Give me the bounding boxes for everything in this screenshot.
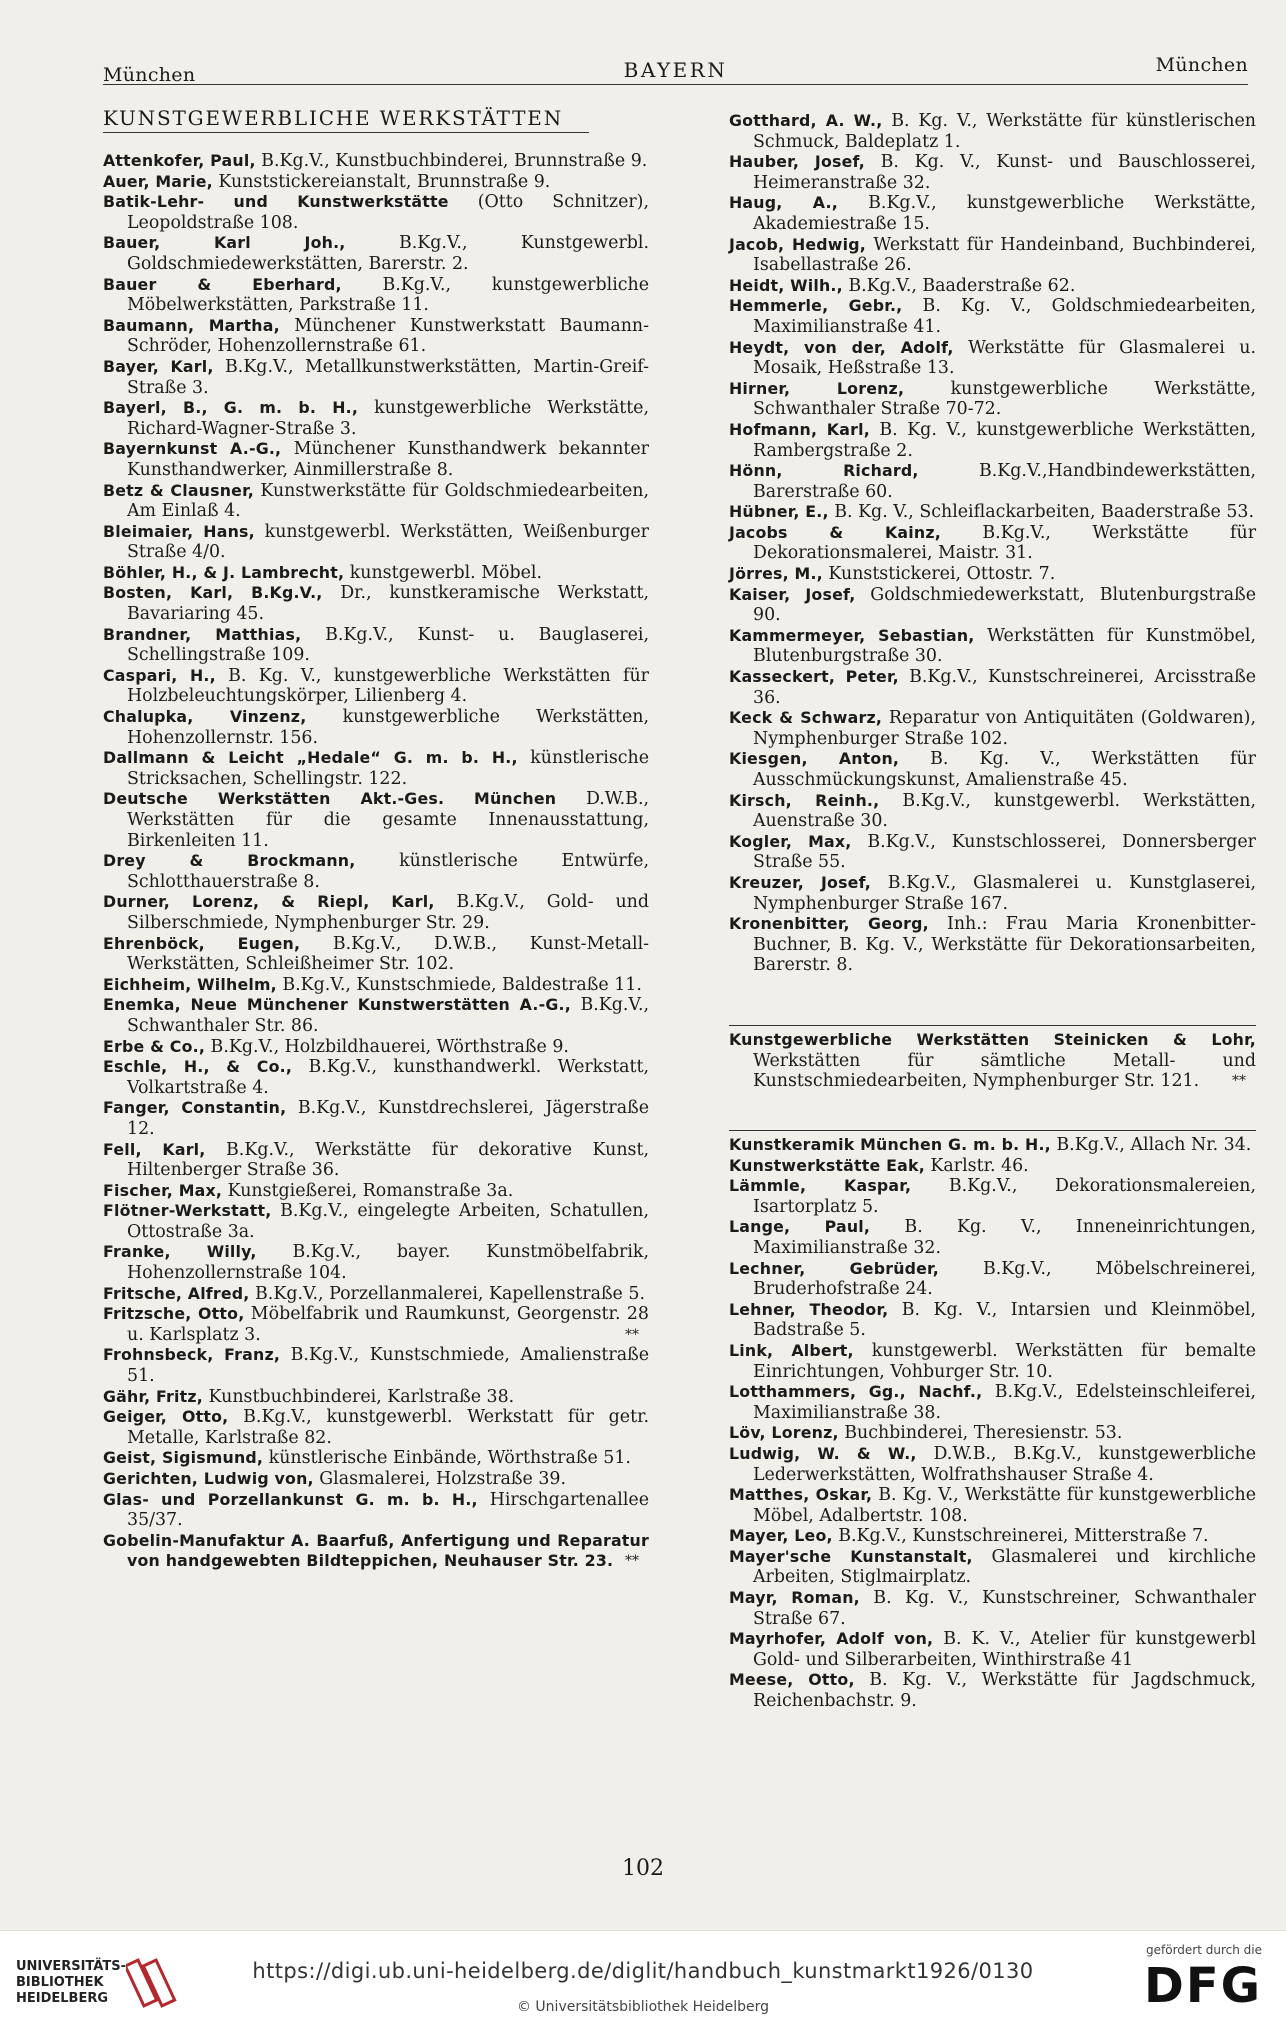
directory-entry <box>103 789 649 851</box>
directory-entry <box>729 461 1256 502</box>
entry-details: B. Kg. V., kunstgewerbliche Werkstätten für Holzbeleuchtungskörper, Lilienberg 4. <box>127 665 649 707</box>
entry-details: künstlerische Einbände, Wörthstraße 51. <box>263 1448 631 1469</box>
directory-entry <box>729 1670 1256 1711</box>
entry-details: Karlstr. 46. <box>924 1155 1029 1176</box>
running-head-center: BAYERN <box>623 58 728 82</box>
entry-firm-name: Hofmann, Karl, <box>729 419 870 439</box>
directory-entry <box>729 1341 1256 1382</box>
entry-details: B.Kg.V., Werkstätte für Dekorationsmalerei, Maistr. 31. <box>753 522 1257 564</box>
entry-details: Kunstbuchbinderei, Karlstraße 38. <box>202 1386 515 1407</box>
directory-entry <box>103 666 649 707</box>
entry-details: Münchener Kunstwerkstatt Baumann-Schröder, Hohenzollernstraße 61. <box>127 315 650 357</box>
entry-firm-name: Kogler, Max, <box>729 831 852 851</box>
entry-firm-name: Bauer & Eberhard, <box>103 274 342 294</box>
entry-details: B.Kg.V., Porzellanmalerei, Kapellenstraße 5. <box>249 1283 645 1304</box>
entry-firm-name: Kammermeyer, Sebastian, <box>729 625 975 645</box>
entry-firm-name: Kreuzer, Josef, <box>729 872 871 892</box>
entry-firm-name: Haug, A., <box>729 193 838 213</box>
entry-details: Reparatur von Antiquitäten (Goldwaren), Nymphenburger Straße 102. <box>753 708 1256 749</box>
entry-details: B.Kg.V., Kunstschreinerei, Arcisstraße 36. <box>753 667 1256 708</box>
directory-entry <box>729 1382 1256 1423</box>
directory-entry <box>729 1217 1256 1258</box>
directory-entry <box>729 708 1256 749</box>
footer-bar <box>0 1930 1286 2027</box>
entry-firm-name: Lehner, Theodor, <box>729 1299 889 1319</box>
directory-entry <box>103 1201 649 1242</box>
entry-firm-name: Franke, Willy, <box>103 1242 257 1262</box>
right-entry-list-b <box>729 1030 1256 1092</box>
entry-firm-name: Deutsche Werkstätten Akt.-Ges. München <box>103 789 557 809</box>
entry-details: B. Kg. V., Kunst- und Bauschlosserei, Heimeranstraße 32. <box>753 152 1256 193</box>
entry-details: B.Kg.V., Kunstschlosserei, Donnersberger Straße 55. <box>753 831 1256 873</box>
entry-details: kunstgewerbl. Werkstätten, Weißenburger Straße 4/0. <box>127 521 649 563</box>
entry-details: Möbelfabrik und Raumkunst, Georgenstr. 28 u. Karlsplatz 3. <box>127 1304 649 1345</box>
entry-details: B.Kg.V., Baaderstraße 62. <box>842 275 1076 296</box>
entry-firm-name: Caspari, H., <box>103 665 216 685</box>
directory-entry <box>729 1156 1256 1177</box>
directory-entry <box>103 1387 649 1408</box>
entry-details: B. Kg. V., Werkstätten für Ausschmückungskunst, Amalienstraße 45. <box>753 749 1256 790</box>
directory-entry <box>103 316 649 357</box>
entry-firm-name: Batik-Lehr- und Kunstwerkstätte <box>103 192 449 212</box>
directory-entry <box>729 914 1256 976</box>
entry-firm-name: Gähr, Fritz, <box>103 1386 203 1406</box>
entry-details: B.Kg.V., Dekorationsmalereien, Isartorplatz 5. <box>753 1176 1256 1217</box>
directory-entry <box>103 439 649 480</box>
entry-details: Kunstwerkstätte für Goldschmiedearbeiten, Am Einlaß 4. <box>127 480 649 522</box>
entry-firm-name: Ehrenböck, Eugen, <box>103 933 301 953</box>
entry-firm-name: Lange, Paul, <box>729 1217 871 1237</box>
directory-entry <box>729 791 1256 832</box>
entry-firm-name: Fanger, Constantin, <box>103 1098 287 1118</box>
directory-entry <box>729 585 1256 626</box>
entry-details: B.Kg.V., Kunstschmiede, Baldestraße 11. <box>276 974 642 995</box>
entry-firm-name: Frohnsbeck, Franz, <box>103 1345 281 1365</box>
entry-details: Werkstätte für Glasmalerei u. Mosaik, Heßstraße 13. <box>753 337 1256 379</box>
entry-details: B. Kg. V., Kunstschreiner, Schwanthaler Straße 67. <box>753 1588 1256 1629</box>
directory-entry <box>103 1284 649 1305</box>
entry-firm-name: Kronenbitter, Georg, <box>729 914 929 934</box>
entry-firm-name: Lämmle, Kaspar, <box>729 1176 912 1196</box>
entry-details: B.Kg.V.,Handbindewerkstätten, Barerstraße 60. <box>753 461 1256 502</box>
directory-entry <box>103 192 649 233</box>
entry-details: B. Kg. V., Werkstätte für künstlerischen Schmuck, Baldeplatz 1. <box>753 111 1256 152</box>
directory-entry <box>729 1259 1256 1300</box>
directory-entry <box>729 1423 1256 1444</box>
directory-entry <box>103 522 649 563</box>
directory-entry <box>729 564 1256 585</box>
entry-firm-name: Kasseckert, Peter, <box>729 667 899 687</box>
entry-firm-name: Erbe & Co., <box>103 1036 206 1056</box>
entry-details: B.Kg.V., Kunstgewerbl. Goldschmiedewerkstätten, Barerstr. 2. <box>127 233 649 274</box>
entry-firm-name: Jörres, M., <box>729 564 823 584</box>
entry-firm-name: Hübner, E., <box>729 502 829 522</box>
entry-details: Kunstgießerei, Romanstraße 3a. <box>222 1180 514 1201</box>
page-number: 102 <box>622 1856 664 1881</box>
entry-firm-name: Brandner, Matthias, <box>103 624 302 644</box>
entry-firm-name: Geiger, Otto, <box>103 1407 229 1427</box>
entry-firm-name: Kunstgewerbliche Werkstätten Steinicken & Lohr, <box>729 1030 1256 1049</box>
entry-details: B.Kg.V., Kunstbuchbinderei, Brunnstraße 9. <box>255 151 648 171</box>
entry-firm-name: Böhler, H., & J. Lambrecht, <box>103 562 345 582</box>
right-entry-list-c <box>729 1135 1256 1712</box>
directory-entry <box>103 357 649 398</box>
entry-firm-name: Fischer, Max, <box>103 1180 223 1200</box>
entry-firm-name: Durner, Lorenz, & Riepl, Karl, <box>103 892 435 912</box>
entry-details: B.Kg.V., bayer. Kunstmöbelfabrik, Hohenzollernstraße 104. <box>127 1242 650 1284</box>
entry-details: B.Kg.V., Kunst- u. Bauglaserei, Schellingstraße 109. <box>127 624 650 666</box>
entry-details: B. Kg. V., kunstgewerbliche Werkstätten, Rambergstraße 2. <box>753 419 1256 461</box>
section-title: KUNSTGEWERBLICHE WERKSTÄTTEN <box>103 106 589 133</box>
directory-entry <box>103 1490 649 1531</box>
entry-details: B. Kg. V., Schleiflackarbeiten, Baaderstraße 53. <box>828 502 1255 523</box>
directory-entry <box>103 1037 649 1058</box>
entry-firm-name: Mayrhofer, Adolf von, <box>729 1629 934 1649</box>
entry-details: B.Kg.V., Möbelschreinerei, Bruderhofstraße 24. <box>753 1258 1256 1300</box>
entry-firm-name: Gobelin-Manufaktur A. Baarfuß, Anfertigung und Reparatur von handgewebten Bildteppichen, Neuhauser Str. 23. <box>103 1530 649 1571</box>
entry-firm-name: Kunstkeramik München G. m. b. H., <box>729 1135 1051 1154</box>
entry-details: kunstgewerbliche Werkstätten, Hohenzollernstr. 156. <box>127 707 649 748</box>
entry-firm-name: Jacob, Hedwig, <box>729 234 866 254</box>
divider-rule <box>729 1130 1256 1131</box>
entry-firm-name: Hauber, Josef, <box>729 152 865 172</box>
left-entry-list <box>103 151 649 1572</box>
directory-entry <box>729 338 1256 379</box>
directory-entry <box>729 832 1256 873</box>
entry-details: Goldschmiedewerkstatt, Blutenburgstraße 90. <box>753 584 1256 626</box>
entry-firm-name: Dallmann & Leicht „Hedale“ G. m. b. H., <box>103 748 518 768</box>
entry-details: B.Kg.V., eingelegte Arbeiten, Schatullen, Ottostraße 3a. <box>127 1201 649 1242</box>
directory-entry <box>103 1407 649 1448</box>
entry-firm-name: Enemka, Neue Münchener Kunstwerstätten A.-G., <box>103 995 571 1015</box>
entry-details: B. K. V., Atelier für kunstgewerbl Gold- und Silberarbeiten, Winthirstraße 41 <box>753 1629 1256 1670</box>
directory-entry <box>729 523 1256 564</box>
directory-entry <box>103 275 649 316</box>
entry-details: B.Kg.V., Glasmalerei u. Kunstglaserei, Nymphenburger Straße 167. <box>753 872 1256 914</box>
directory-entry <box>729 667 1256 708</box>
entry-details: Münchener Kunsthandwerk bekannter Kunsthandwerker, Ainmillerstraße 8. <box>127 439 649 480</box>
entry-details: Glasmalerei, Holzstraße 39. <box>313 1469 567 1489</box>
entry-details: B.Kg.V., kunstgewerbl. Werkstatt für getr. Metalle, Karlstraße 82. <box>127 1407 649 1448</box>
directory-entry <box>103 1345 649 1386</box>
directory-entry <box>103 1448 649 1469</box>
entry-details: (Otto Schnitzer), Leopoldstraße 108. <box>127 192 649 233</box>
entry-firm-name: Heydt, von der, Adolf, <box>729 337 954 357</box>
directory-entry <box>103 1140 649 1181</box>
entry-firm-name: Betz & Clausner, <box>103 480 254 500</box>
directory-entry <box>729 276 1256 297</box>
entry-firm-name: Chalupka, Vinzenz, <box>103 707 307 727</box>
directory-entry: Kunstgewerbliche Werkstätten Steinicken & Lohr, Werkstätten für sämtliche Metall- und Kunstschmiedearbeiten, Nymphenburger Str. 121. ** <box>729 1030 1256 1092</box>
directory-entry <box>729 1547 1256 1588</box>
directory-entry <box>103 748 649 789</box>
directory-entry <box>729 1300 1256 1341</box>
entry-details: kunstgewerbl. Möbel. <box>344 562 543 583</box>
entry-firm-name: Mayer'sche Kunstanstalt, <box>729 1546 973 1566</box>
directory-entry <box>729 1485 1256 1526</box>
entry-details: B.Kg.V., kunstgewerbliche Werkstätte, Akademiestraße 15. <box>753 193 1256 234</box>
running-head-left: München <box>103 64 196 86</box>
entry-firm-name: Matthes, Oskar, <box>729 1485 873 1505</box>
entry-firm-name: Fell, Karl, <box>103 1139 206 1159</box>
directory-entry <box>729 873 1256 914</box>
directory-entry <box>103 975 649 996</box>
entry-firm-name: Kunstwerkstätte Eak, <box>729 1155 925 1175</box>
directory-entry <box>729 111 1256 152</box>
directory-entry <box>103 625 649 666</box>
directory-entry <box>103 892 649 933</box>
divider-rule <box>729 1025 1256 1026</box>
entry-firm-name: Glas- und Porzellankunst G. m. b. H., <box>103 1489 478 1509</box>
entry-details: Werkstätten für sämtliche Metall- und Kunstschmiedearbeiten, Nymphenburger Str. 121. <box>753 1050 1256 1092</box>
entry-firm-name: Lotthammers, Gg., Nachf., <box>729 1382 983 1402</box>
entry-details: Werkstatt für Handeinband, Buchbinderei, Isabellastraße 26. <box>753 234 1257 276</box>
entry-firm-name: Bayer, Karl, <box>103 356 214 376</box>
directory-entry <box>103 995 649 1036</box>
running-head-right: München <box>1155 54 1248 76</box>
entry-details: B.Kg.V., Gold- und Silberschmiede, Nymphenburger Str. 29. <box>127 892 649 933</box>
funding-label: gefördert durch die <box>1146 1943 1262 1957</box>
directory-entry <box>729 1588 1256 1629</box>
directory-entry <box>103 1098 649 1139</box>
directory-entry: Gobelin-Manufaktur A. Baarfuß, Anfertigung und Reparatur von handgewebten Bildteppichen, Neuhauser Str. 23. ** <box>103 1530 649 1571</box>
directory-entry <box>729 193 1256 234</box>
directory-entry <box>729 235 1256 276</box>
entry-details: Kunststickereianstalt, Brunnstraße 9. <box>212 171 551 192</box>
directory-entry <box>103 398 649 439</box>
directory-entry <box>729 626 1256 667</box>
entry-firm-name: Gerichten, Ludwig von, <box>103 1469 314 1488</box>
right-entry-list-a <box>729 111 1256 976</box>
entry-details: D.W.B., Werkstätten für die gesamte Innenausstattung, Birkenleiten 11. <box>127 789 650 851</box>
entry-firm-name: Löv, Lorenz, <box>729 1423 839 1443</box>
entry-firm-name: Kirsch, Reinh., <box>729 790 880 810</box>
entry-firm-name: Kiesgen, Anton, <box>729 749 900 769</box>
directory-entry <box>103 1242 649 1283</box>
entry-firm-name: Gotthard, A. W., <box>729 111 883 130</box>
entry-firm-name: Meese, Otto, <box>729 1670 855 1690</box>
entry-details: B. Kg. V., Werkstätte für Jagdschmuck, Reichenbachstr. 9. <box>753 1670 1256 1712</box>
entry-firm-name: Hemmerle, Gebr., <box>729 296 903 316</box>
entry-firm-name: Fritzsche, Otto, <box>103 1304 245 1324</box>
entry-firm-name: Bosten, Karl, B.Kg.V., <box>103 583 323 603</box>
entry-details: B.Kg.V., Kunstdrechslerei, Jägerstraße 12. <box>127 1098 650 1139</box>
entry-details: B. Kg. V., Intarsien und Kleinmöbel, Badstraße 5. <box>753 1299 1256 1341</box>
entry-firm-name: Hirner, Lorenz, <box>729 378 905 398</box>
entry-firm-name: Heidt, Wilh., <box>729 275 843 295</box>
directory-entry <box>729 1135 1256 1156</box>
directory-entry: Fritzsche, Otto, Möbelfabrik und Raumkunst, Georgenstr. 28 u. Karlsplatz 3. ** <box>103 1304 649 1345</box>
directory-entry <box>103 1181 649 1202</box>
entry-details: kunstgewerbliche Werkstätte, Richard-Wagner-Straße 3. <box>127 398 649 439</box>
entry-firm-name: Baumann, Martha, <box>103 315 280 335</box>
entry-firm-name: Bleimaier, Hans, <box>103 521 255 541</box>
directory-entry <box>729 1176 1256 1217</box>
entry-firm-name: Drey & Brockmann, <box>103 851 356 871</box>
entry-details: B.Kg.V., D.W.B., Kunst-Metall-Werkstätten, Schleißheimer Str. 102. <box>127 933 650 975</box>
entry-firm-name: Hönn, Richard, <box>729 461 919 481</box>
directory-entry <box>103 583 649 624</box>
entry-firm-name: Flötner-Werkstatt, <box>103 1201 272 1221</box>
entry-details: B.Kg.V., Edelsteinschleiferei, Maximilianstraße 38. <box>753 1382 1256 1423</box>
copyright-notice: © Universitätsbibliothek Heidelberg <box>516 1999 769 2015</box>
directory-entry <box>729 379 1256 420</box>
entry-details: B.Kg.V., Holzbildhauerei, Wörthstraße 9. <box>205 1036 569 1057</box>
entry-firm-name: Fritsche, Alfred, <box>103 1283 250 1303</box>
directory-entry <box>103 172 649 193</box>
running-head <box>103 52 1248 85</box>
entry-details: D.W.B., B.Kg.V., kunstgewerbliche Lederwerkstätten, Wolfrathshauser Straße 4. <box>753 1443 1257 1485</box>
directory-entry <box>729 296 1256 337</box>
entry-firm-name: Eschle, H., & Co., <box>103 1057 293 1077</box>
entry-firm-name: Ludwig, W. & W., <box>729 1443 917 1463</box>
entry-firm-name: Mayer, Leo, <box>729 1526 833 1546</box>
entry-firm-name: Geist, Sigismund, <box>103 1448 264 1468</box>
entry-details: Glasmalerei und kirchliche Arbeiten, Stiglmairplatz. <box>753 1546 1257 1588</box>
dfg-logo[interactable]: DFG <box>1143 1958 1262 2014</box>
entry-firm-name: Attenkofer, Paul, <box>103 151 256 170</box>
entry-firm-name: Jacobs & Kainz, <box>729 522 941 542</box>
source-url-link[interactable]: https://digi.ub.uni-heidelberg.de/diglit/handbuch_kunstmarkt1926/0130 <box>252 1959 1034 1983</box>
entry-details: B.Kg.V., kunstgewerbliche Möbelwerkstätten, Parkstraße 11. <box>127 274 649 316</box>
entry-firm-name: Mayr, Roman, <box>729 1588 860 1608</box>
entry-details: B.Kg.V., Werkstätte für dekorative Kunst, Hiltenberger Straße 36. <box>127 1139 649 1181</box>
entry-firm-name: Bayernkunst A.-G., <box>103 439 282 459</box>
entry-details: künstlerische Entwürfe, Schlotthauerstraße 8. <box>127 851 649 892</box>
entry-details: B.Kg.V., kunsthandwerkl. Werkstatt, Volkartstraße 4. <box>127 1057 650 1098</box>
directory-entry <box>729 152 1256 193</box>
entry-firm-name: Bauer, Karl Joh., <box>103 233 346 253</box>
entry-details: B.Kg.V., Schwanthaler Str. 86. <box>127 995 649 1036</box>
entry-firm-name: Auer, Marie, <box>103 171 213 191</box>
entry-details: B. Kg. V., Goldschmiedearbeiten, Maximilianstraße 41. <box>753 296 1256 337</box>
directory-entry <box>103 1057 649 1098</box>
entry-details: Kunststickerei, Ottostr. 7. <box>822 564 1056 585</box>
entry-details: B. Kg. V., Werkstätte für kunstgewerbliche Möbel, Adalbertstr. 108. <box>753 1485 1256 1526</box>
directory-entry <box>103 1469 649 1490</box>
directory-entry <box>729 1444 1256 1485</box>
directory-entry <box>103 481 649 522</box>
directory-entry <box>729 749 1256 790</box>
entry-details: Werkstätten für Kunstmöbel, Blutenburgstraße 30. <box>753 625 1257 667</box>
directory-entry <box>729 502 1256 523</box>
directory-entry <box>103 233 649 274</box>
entry-details: B.Kg.V., Allach Nr. 34. <box>1050 1135 1252 1155</box>
entry-firm-name: Link, Albert, <box>729 1340 854 1360</box>
directory-entry <box>103 151 649 172</box>
entry-details: B.Kg.V., Kunstschreinerei, Mitterstraße 7. <box>832 1526 1209 1547</box>
entry-firm-name: Keck & Schwarz, <box>729 708 883 728</box>
entry-firm-name: Eichheim, Wilhelm, <box>103 974 277 994</box>
entry-details: kunstgewerbliche Werkstätte, Schwanthaler Straße 70-72. <box>753 378 1256 420</box>
directory-entry <box>729 1629 1256 1670</box>
directory-entry <box>103 934 649 975</box>
entry-details: B. Kg. V., Inneneinrichtungen, Maximilianstraße 32. <box>753 1217 1256 1258</box>
entry-firm-name: Kaiser, Josef, <box>729 584 856 604</box>
directory-entry <box>103 707 649 748</box>
directory-entry <box>729 420 1256 461</box>
directory-entry <box>103 851 649 892</box>
entry-details: Hirschgartenallee 35/37. <box>127 1489 649 1531</box>
entry-details: Inh.: Frau Maria Kronenbitter-Buchner, B. Kg. V., Werkstätte für Dekorationsarbeiten, Barerstr. 8. <box>753 914 1256 976</box>
entry-details: B.Kg.V., Metallkunstwerkstätten, Martin-Greif-Straße 3. <box>127 356 649 398</box>
university-library-name: UNIVERSITÄTS- BIBLIOTHEK HEIDELBERG <box>16 1959 126 2006</box>
entry-details: B.Kg.V., Kunstschmiede, Amalienstraße 51. <box>127 1345 649 1387</box>
directory-entry <box>103 563 649 584</box>
directory-entry <box>729 1526 1256 1547</box>
entry-details: künstlerische Stricksachen, Schellingstr. 122. <box>127 748 649 789</box>
entry-details: Dr., kunstkeramische Werkstatt, Bavariaring 45. <box>127 583 649 625</box>
entry-details: B.Kg.V., kunstgewerbl. Werkstätten, Auenstraße 30. <box>753 790 1256 832</box>
entry-details: Buchbinderei, Theresienstr. 53. <box>838 1423 1123 1444</box>
entry-details: kunstgewerbl. Werkstätten für bemalte Einrichtungen, Vohburger Str. 10. <box>753 1340 1256 1382</box>
entry-firm-name: Bayerl, B., G. m. b. H., <box>103 398 359 418</box>
entry-firm-name: Lechner, Gebrüder, <box>729 1258 939 1278</box>
